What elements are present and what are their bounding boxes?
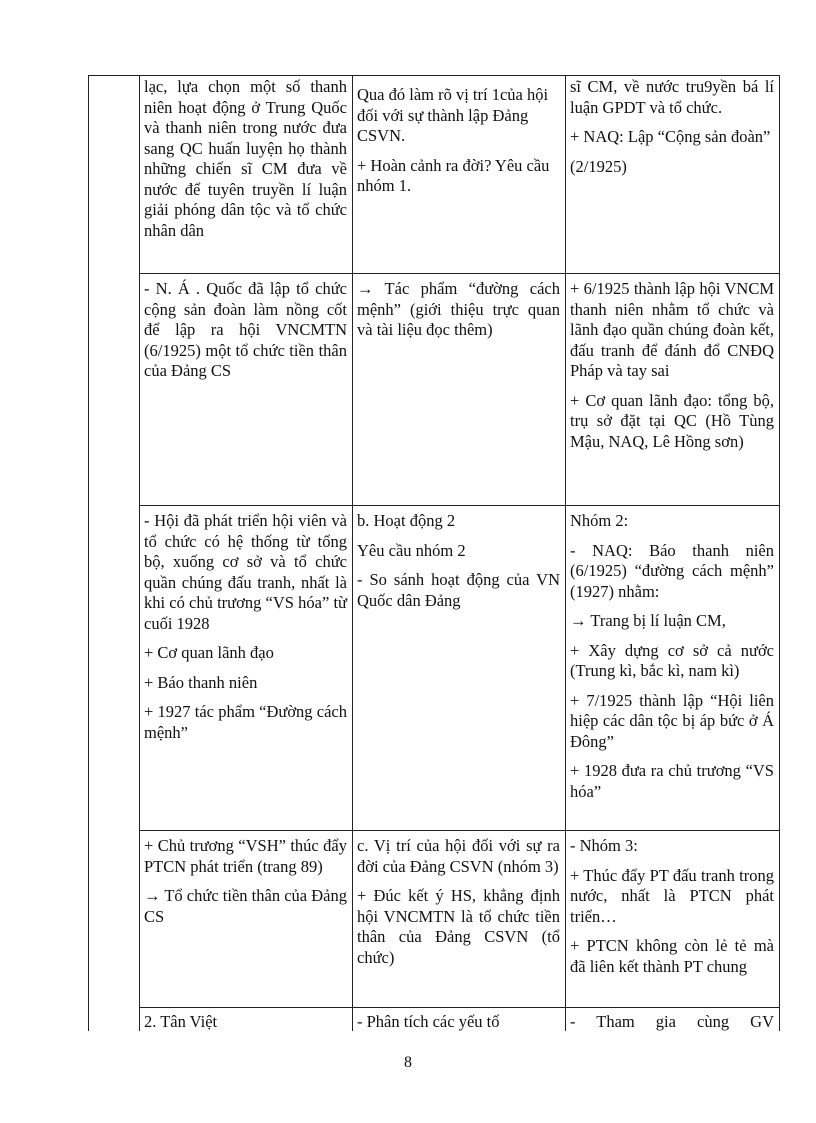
cell-paragraph: sĩ CM, về nước tru9yền bá lí luận GPDT và tổ chức. <box>570 77 774 117</box>
row-divider <box>139 505 780 506</box>
table-cell-content <box>144 511 347 752</box>
cell-paragraph: + PTCN không còn lẻ tẻ mà đã liên kết thành PT chung <box>570 936 774 976</box>
table-cell-method <box>357 836 560 977</box>
cell-paragraph: - Nhóm 3: <box>570 836 638 855</box>
cell-paragraph: + Xây dựng cơ sở cả nước (Trung kì, bắc kì, nam kì) <box>570 640 774 680</box>
cell-paragraph: (2/1925) <box>570 156 627 176</box>
cell-paragraph: + Thúc đẩy PT đấu tranh trong nước, nhất là PTCN phát triển… <box>570 865 774 926</box>
cell-paragraph: - Hội đã phát triển hội viên và tổ chức có hệ thống từ tổng bộ, xuống cơ sở và tổ chức quần chúng đấu tranh, nhất là khi có chủ trương “VS hóa” từ cuối 1928 <box>144 511 347 633</box>
table-cell-content <box>144 77 347 250</box>
cell-paragraph: Qua đó làm rõ vị trí 1của hội đối với sự thành lập Đảng CSVN. <box>357 85 549 145</box>
table-cell-method <box>357 511 560 620</box>
table-cell-method <box>357 279 560 350</box>
cell-paragraph: + 6/1925 thành lập hội VNCM thanh niên nhằm tổ chức và lãnh đạo quần chúng đoàn kết, đấu tranh để đánh đổ CNĐQ Pháp và tay sai <box>570 279 774 380</box>
table-border-right <box>779 75 780 1031</box>
cell-paragraph: - NAQ: Báo thanh niên (6/1925) “đường cách mệnh” (1927) nhằm: <box>570 540 774 601</box>
page-number: 8 <box>404 1054 412 1071</box>
table-border-left <box>88 75 89 1031</box>
cell-paragraph: Nhóm 2: <box>570 511 629 530</box>
cell-paragraph: - N. Á . Quốc đã lập tổ chức cộng sản đoàn làm nồng cốt để lập ra hội VNCMTN (6/1925) một tổ chức tiền thân của Đảng CS <box>144 279 347 380</box>
cell-paragraph: → Tổ chức tiền thân của Đảng CS <box>144 886 347 926</box>
table-border-top <box>88 75 780 76</box>
row-divider <box>139 1007 780 1008</box>
row-divider <box>139 273 780 274</box>
table-cell-outcome <box>570 836 774 986</box>
table-cell-outcome <box>570 77 774 186</box>
cell-paragraph: → Tác phẩm “đường cách mệnh” (giới thiệu trực quan và tài liệu đọc thêm) <box>357 279 560 339</box>
cell-paragraph: Yêu cầu nhóm 2 <box>357 540 466 560</box>
column-divider <box>565 75 566 1031</box>
cell-paragraph: + 1928 đưa ra chủ trương “VS hóa” <box>570 761 774 801</box>
lesson-table <box>88 75 780 1031</box>
table-cell-content <box>144 1012 347 1042</box>
cell-paragraph: lạc, lựa chọn một số thanh niên hoạt động ở Trung Quốc và thanh niên trong nước đưa sang QC huấn luyện họ thành những chiến sĩ CM đưa về nước để tuyên truyền lí luận giải phóng dân tộc và tổ chức nhân dân <box>144 77 347 240</box>
cell-paragraph: + 1927 tác phẩm “Đường cách mệnh” <box>144 702 347 742</box>
table-cell-content <box>144 279 347 391</box>
cell-paragraph: → Trang bị lí luận CM, <box>570 611 726 630</box>
cell-paragraph: + Cơ quan lãnh đạo: tổng bộ, trụ sở đặt tại QC (Hồ Tùng Mậu, NAQ, Lê Hồng sơn) <box>570 390 774 451</box>
cell-paragraph: - Phân tích các yếu tố <box>357 1012 500 1031</box>
cell-paragraph: - Tham gia cùng GV <box>570 1012 774 1031</box>
column-divider <box>139 75 140 1031</box>
cell-paragraph: + 7/1925 thành lập “Hội liên hiệp các dân tộc bị áp bức ở Á Đông” <box>570 690 774 751</box>
cell-paragraph: + NAQ: Lập “Cộng sản đoàn” <box>570 127 771 146</box>
table-cell-method <box>357 1012 560 1042</box>
cell-paragraph: + Đúc kết ý HS, khẳng định hội VNCMTN là tổ chức tiền thân của Đảng CSVN (tổ chức) <box>357 886 560 967</box>
cell-paragraph: - So sánh hoạt động của VN Quốc dân Đảng <box>357 570 560 610</box>
table-cell-outcome <box>570 279 774 461</box>
table-cell-content <box>144 836 347 936</box>
column-divider <box>352 75 353 1031</box>
table-cell-method <box>357 85 560 206</box>
table-cell-outcome <box>570 511 774 811</box>
table-cell-outcome <box>570 1012 774 1042</box>
cell-paragraph: c. Vị trí của hội đối với sự ra đời của Đảng CSVN (nhóm 3) <box>357 836 560 876</box>
section-heading: 2. Tân Việt <box>144 1012 218 1031</box>
cell-paragraph: b. Hoạt động 2 <box>357 511 456 530</box>
cell-paragraph: + Cơ quan lãnh đạo <box>144 643 274 662</box>
row-divider <box>139 830 780 831</box>
cell-paragraph: + Hoàn cảnh ra đời? Yêu cầu nhóm 1. <box>357 155 550 195</box>
cell-paragraph: + Chủ trương “VSH” thúc đẩy PTCN phát triển (trang 89) <box>144 836 347 876</box>
cell-paragraph: + Báo thanh niên <box>144 672 258 692</box>
